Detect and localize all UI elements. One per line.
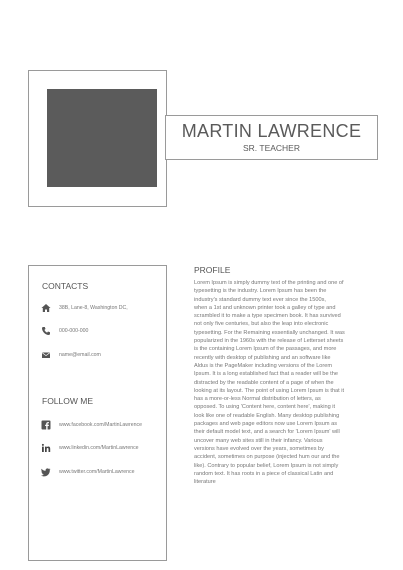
profile-line: has a more-or-less Normal distribution of letters, as xyxy=(194,396,321,403)
profile-photo xyxy=(47,89,157,187)
facebook-icon xyxy=(41,420,51,430)
profile-line: literature xyxy=(194,479,216,486)
social-linkedin[interactable] xyxy=(41,442,162,454)
contact-address xyxy=(41,302,162,314)
photo-frame xyxy=(28,70,167,207)
profile-line: opposed. To using 'Content here, content here', making it xyxy=(194,404,336,411)
contact-phone xyxy=(41,325,162,337)
profile-line: versions have evolved over the years, sometimes by xyxy=(194,445,324,452)
profile-line: is the containing Lorem Ipsum of the passages, and more xyxy=(194,346,337,353)
contacts-heading: CONTACTS xyxy=(42,281,89,291)
home-icon xyxy=(41,303,51,313)
profile-line: typesetting is the industry. Lorem Ipsum has been the xyxy=(194,288,327,295)
facebook-link[interactable]: www.facebook.com/MartinLawrence xyxy=(59,422,143,428)
profile-line: Aldus is the PageMaker including versions of the Lorem xyxy=(194,362,333,369)
linkedin-link[interactable]: www.linkedin.com/MartinLawrence xyxy=(59,445,139,451)
profile-heading: PROFILE xyxy=(194,265,231,275)
profile-line: packages and web page editors now use Lorem Ipsum as xyxy=(194,421,338,428)
profile-line: random text. It has roots in a piece of classical Latin and xyxy=(194,470,334,477)
profile-line: like). Contrary to popular belief, Lorem Ipsum is not simply xyxy=(194,462,339,469)
job-title: SR. TEACHER xyxy=(243,143,300,153)
profile-text xyxy=(194,279,380,486)
linkedin-icon xyxy=(41,443,51,453)
profile-line: Ipsum. It is a long established fact that a reader will be the xyxy=(194,371,338,378)
profile-line: scrambled it to make a type specimen book. It has survived xyxy=(194,313,341,320)
sidebar xyxy=(28,265,167,561)
contact-email xyxy=(41,349,162,361)
follow-heading: FOLLOW ME xyxy=(42,396,94,406)
name-box xyxy=(165,115,378,160)
profile-line: popularized in the 1960s with the release of Letterset sheets xyxy=(194,338,344,345)
profile-line: recently with desktop of publishing and an software like xyxy=(194,354,331,361)
profile-line: distracted by the readable content of a page of when the xyxy=(194,379,334,386)
envelope-icon xyxy=(41,350,51,360)
profile-line: when a 1st and unknown printer took a galley of type and xyxy=(194,304,336,311)
profile-line: look like one of readable English. Many desktop publishing xyxy=(194,412,340,419)
profile-line: not only five centuries, but also the leap into electronic xyxy=(194,321,329,328)
social-twitter[interactable] xyxy=(41,466,162,478)
twitter-icon xyxy=(41,467,51,477)
profile-line: their default model text, and a search for 'Lorem Ipsum' will xyxy=(194,429,340,436)
profile-line: accident, sometimes on purpose (injected hum our and the xyxy=(194,454,340,461)
person-name: MARTIN LAWRENCE xyxy=(181,121,362,141)
profile-line: typesetting. For the Remaining essentially unchanged. It was xyxy=(194,329,345,336)
email-text[interactable]: name@email.com xyxy=(59,352,101,358)
profile-line: Lorem Ipsum is simply dummy text of the printing and one of xyxy=(194,280,344,286)
profile-line: looking at its layout. The point of using Lorem Ipsum is that it xyxy=(194,387,345,394)
phone-icon xyxy=(41,326,51,336)
twitter-link[interactable]: www.twitter.com/MartinLawrence xyxy=(59,469,135,475)
address-text: 38B, Lane-8, Washington DC, xyxy=(59,305,128,311)
profile-line: uncover many web sites still in their infancy. Various xyxy=(194,437,323,444)
profile-line: industry's standard dummy text ever since the 1500s, xyxy=(194,296,326,303)
social-facebook[interactable] xyxy=(41,419,162,431)
phone-text: 000-000-000 xyxy=(59,328,89,334)
